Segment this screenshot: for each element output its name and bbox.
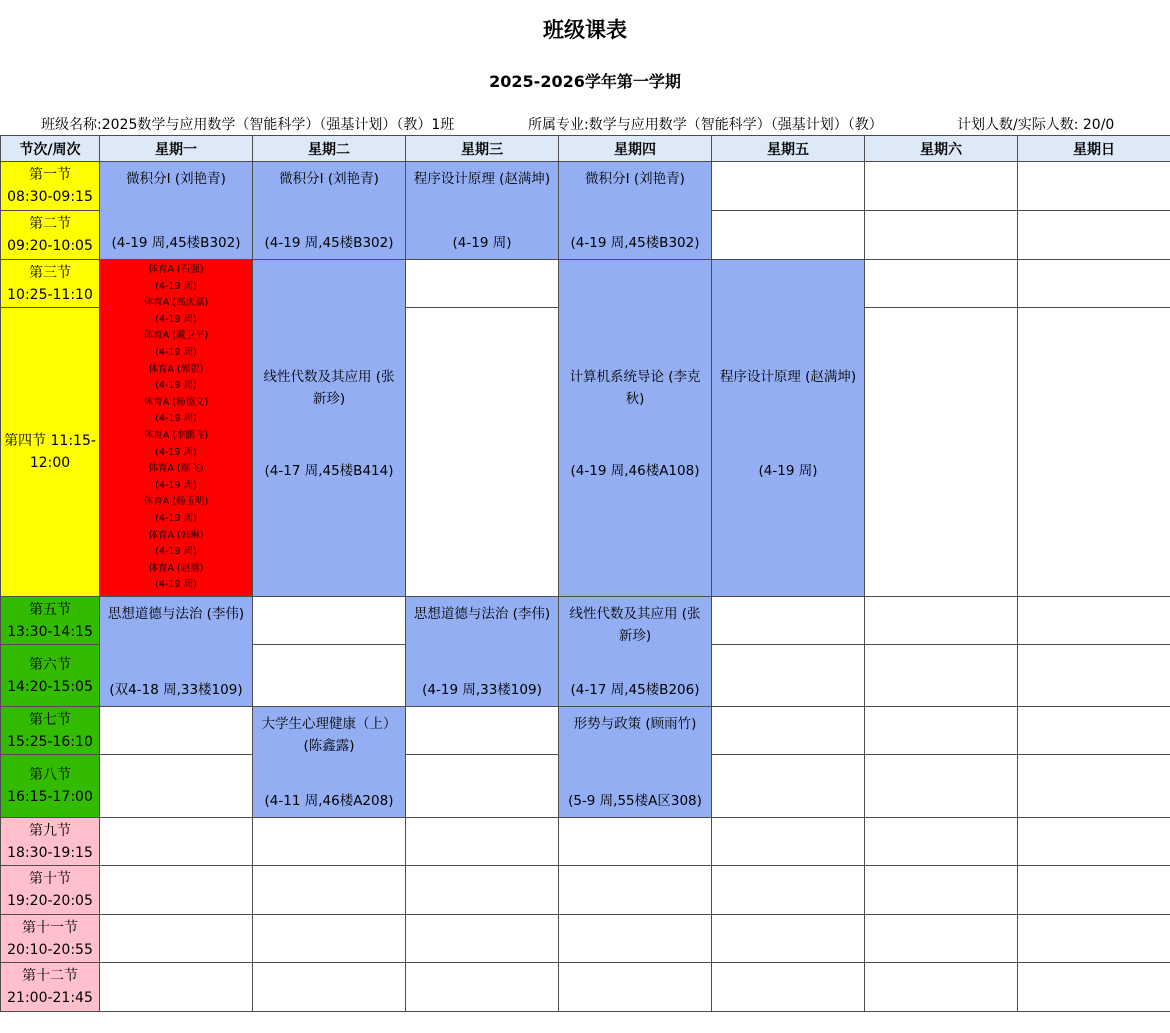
period-time: 20:10-20:55 bbox=[7, 941, 93, 958]
class-name: 班级名称:2025数学与应用数学（智能科学）（强基计划）（教）1班 bbox=[41, 117, 455, 133]
conflict-course-line: 体育A (赵慈) bbox=[148, 562, 204, 574]
conflict-course-line: 体育A (郭贺) bbox=[148, 363, 204, 375]
conflict-course-line: (4-19 周) bbox=[155, 579, 197, 591]
conflict-course-line: 体育A (韩琳) bbox=[148, 529, 204, 541]
course-name: 微积分I (刘艳青) bbox=[279, 171, 379, 187]
course-block[interactable] bbox=[405, 596, 559, 707]
day-header-label: 星期三 bbox=[461, 141, 503, 158]
period-time: 13:30-14:15 bbox=[7, 623, 93, 640]
empty-slot[interactable] bbox=[99, 865, 253, 915]
day-header-label: 星期六 bbox=[920, 141, 962, 158]
period-name: 第十一节 bbox=[22, 919, 78, 936]
course-block[interactable] bbox=[252, 161, 406, 260]
empty-slot[interactable] bbox=[405, 865, 559, 915]
course-location: (4-19 周,45楼B302) bbox=[570, 235, 700, 251]
conflict-course-line: (4-19 周) bbox=[155, 512, 197, 524]
empty-slot[interactable] bbox=[1017, 644, 1170, 707]
course-location: (4-19 周,46楼A108) bbox=[570, 463, 700, 479]
empty-slot[interactable] bbox=[99, 706, 253, 755]
empty-slot[interactable] bbox=[252, 962, 406, 1012]
course-block[interactable] bbox=[558, 161, 712, 260]
period-name: 第十节 bbox=[29, 871, 71, 887]
empty-slot[interactable] bbox=[405, 259, 559, 308]
course-location: (4-19 周,45楼B302) bbox=[264, 235, 394, 251]
empty-slot[interactable] bbox=[558, 817, 712, 866]
period-name: 第一节 bbox=[29, 167, 71, 183]
period-cell bbox=[0, 259, 100, 308]
conflict-course-line: 体育A (鄢飞) bbox=[148, 463, 204, 475]
empty-slot[interactable] bbox=[1017, 161, 1170, 211]
period-cell bbox=[0, 817, 100, 866]
period-time: 15:25-16:10 bbox=[7, 733, 93, 750]
conflict-course-line: (4-19 周) bbox=[155, 346, 197, 358]
period-cell bbox=[0, 914, 100, 963]
period-time: 08:30-09:15 bbox=[7, 189, 93, 205]
day-header-label: 星期二 bbox=[308, 141, 350, 158]
conflict-course-line: 体育A (戴卫平) bbox=[143, 330, 209, 342]
course-location: (4-19 周,33楼109) bbox=[422, 682, 542, 698]
conflict-course-line: 体育A (李鹏飞) bbox=[143, 429, 209, 441]
empty-slot[interactable] bbox=[711, 210, 865, 260]
day-header bbox=[99, 135, 253, 162]
empty-slot[interactable] bbox=[1017, 962, 1170, 1012]
period-name: 第五节 bbox=[29, 601, 71, 618]
day-header-label: 星期五 bbox=[767, 141, 809, 158]
empty-slot[interactable] bbox=[711, 644, 865, 707]
empty-slot[interactable] bbox=[864, 754, 1018, 818]
empty-slot[interactable] bbox=[864, 914, 1018, 963]
period-cell bbox=[0, 962, 100, 1012]
period-name: 第四节 11:15- bbox=[4, 433, 96, 449]
conflict-course-line: 体育A (杨德文) bbox=[143, 396, 209, 408]
empty-slot[interactable] bbox=[711, 161, 865, 211]
conflict-course-line: 体育A (高庆嘉) bbox=[143, 297, 209, 309]
course-name: 线性代数及其应用 (张新珍) bbox=[263, 369, 395, 407]
empty-slot[interactable] bbox=[1017, 817, 1170, 866]
conflict-course-line: (4-19 周) bbox=[155, 479, 197, 491]
course-name: 思想道德与法治 (李伟) bbox=[107, 606, 245, 622]
period-name: 第六节 bbox=[29, 656, 71, 673]
empty-slot[interactable] bbox=[1017, 210, 1170, 260]
period-time: 10:25-11:10 bbox=[7, 286, 93, 303]
course-block[interactable] bbox=[405, 161, 559, 260]
empty-slot[interactable] bbox=[711, 914, 865, 963]
empty-slot[interactable] bbox=[711, 706, 865, 755]
empty-slot[interactable] bbox=[1017, 259, 1170, 308]
course-block[interactable] bbox=[711, 259, 865, 597]
period-name: 第八节 bbox=[29, 767, 71, 783]
empty-slot[interactable] bbox=[864, 706, 1018, 755]
period-time: 16:15-17:00 bbox=[7, 789, 93, 805]
empty-slot[interactable] bbox=[558, 962, 712, 1012]
course-location: (双4-18 周,33楼109) bbox=[109, 682, 243, 698]
day-header bbox=[252, 135, 406, 162]
conflict-course-line: (4-19 周) bbox=[155, 280, 197, 292]
day-header bbox=[711, 135, 865, 162]
day-header bbox=[1017, 135, 1170, 162]
course-name: 计算机系统导论 (李克秋) bbox=[569, 369, 701, 407]
course-name: 思想道德与法治 (李伟) bbox=[413, 606, 551, 622]
period-name: 第九节 bbox=[29, 822, 71, 839]
period-time: 19:20-20:05 bbox=[7, 893, 93, 909]
empty-slot[interactable] bbox=[864, 259, 1018, 308]
conflict-course-line: (4-19 周) bbox=[155, 413, 197, 425]
empty-slot[interactable] bbox=[99, 754, 253, 818]
empty-slot[interactable] bbox=[405, 914, 559, 963]
day-header-label: 星期日 bbox=[1073, 141, 1115, 158]
conflict-course-line: (4-19 周) bbox=[155, 546, 197, 558]
empty-slot[interactable] bbox=[711, 596, 865, 645]
empty-slot[interactable] bbox=[711, 817, 865, 866]
empty-slot[interactable] bbox=[252, 644, 406, 707]
major-name: 所属专业:数学与应用数学（智能科学）（强基计划）（教） bbox=[528, 117, 883, 133]
conflict-course-block[interactable] bbox=[99, 259, 253, 597]
empty-slot[interactable] bbox=[864, 210, 1018, 260]
course-block[interactable] bbox=[558, 706, 712, 818]
empty-slot[interactable] bbox=[252, 865, 406, 915]
course-location: (4-17 周,45楼B414) bbox=[264, 463, 394, 479]
course-block[interactable] bbox=[252, 259, 406, 597]
empty-slot[interactable] bbox=[99, 962, 253, 1012]
empty-slot[interactable] bbox=[1017, 865, 1170, 915]
corner-header bbox=[0, 135, 100, 162]
course-name: 形势与政策 (顾雨竹) bbox=[573, 716, 697, 732]
period-cell bbox=[0, 210, 100, 260]
empty-slot[interactable] bbox=[405, 754, 559, 818]
empty-slot[interactable] bbox=[1017, 754, 1170, 818]
empty-slot[interactable] bbox=[864, 865, 1018, 915]
course-name: 线性代数及其应用 (张新珍) bbox=[569, 606, 701, 644]
period-cell bbox=[0, 596, 100, 645]
day-header bbox=[864, 135, 1018, 162]
empty-slot[interactable] bbox=[864, 644, 1018, 707]
empty-slot[interactable] bbox=[864, 161, 1018, 211]
empty-slot[interactable] bbox=[252, 817, 406, 866]
course-location: (4-11 周,46楼A208) bbox=[264, 793, 394, 809]
course-name: 大学生心理健康（上）(陈鑫露) bbox=[261, 716, 397, 754]
period-cell bbox=[0, 644, 100, 707]
period-name: 第二节 bbox=[29, 216, 71, 232]
period-name: 第十二节 bbox=[22, 968, 78, 984]
period-cell bbox=[0, 754, 100, 818]
course-block[interactable] bbox=[99, 596, 253, 707]
period-time: 12:00 bbox=[29, 455, 71, 471]
empty-slot[interactable] bbox=[558, 914, 712, 963]
course-location: (4-17 周,45楼B206) bbox=[570, 682, 700, 698]
empty-slot[interactable] bbox=[558, 865, 712, 915]
period-time: 09:20-10:05 bbox=[7, 238, 93, 254]
empty-slot[interactable] bbox=[711, 754, 865, 818]
empty-slot[interactable] bbox=[864, 307, 1018, 597]
empty-slot[interactable] bbox=[711, 962, 865, 1012]
day-header-label: 星期一 bbox=[155, 141, 197, 158]
course-block[interactable] bbox=[252, 706, 406, 818]
conflict-course-line: 体育A (杨玉明) bbox=[143, 496, 209, 508]
course-location: (4-19 周,45楼B302) bbox=[111, 235, 241, 251]
empty-slot[interactable] bbox=[864, 817, 1018, 866]
page-title: 班级课表 bbox=[543, 18, 627, 42]
enrollment-count: 计划人数/实际人数: 20/0 bbox=[957, 117, 1115, 133]
empty-slot[interactable] bbox=[405, 962, 559, 1012]
corner-header-label: 节次/周次 bbox=[19, 141, 81, 158]
course-block[interactable] bbox=[99, 161, 253, 260]
period-name: 第七节 bbox=[29, 711, 71, 728]
empty-slot[interactable] bbox=[99, 817, 253, 866]
course-block[interactable] bbox=[558, 596, 712, 707]
period-time: 21:00-21:45 bbox=[7, 990, 93, 1006]
day-header-label: 星期四 bbox=[614, 141, 656, 158]
period-name: 第三节 bbox=[29, 264, 71, 281]
empty-slot[interactable] bbox=[1017, 307, 1170, 597]
day-header bbox=[558, 135, 712, 162]
empty-slot[interactable] bbox=[864, 962, 1018, 1012]
empty-slot[interactable] bbox=[864, 596, 1018, 645]
empty-slot[interactable] bbox=[99, 914, 253, 963]
empty-slot[interactable] bbox=[252, 914, 406, 963]
course-name: 微积分I (刘艳青) bbox=[585, 171, 685, 187]
course-location: (4-19 周) bbox=[758, 463, 818, 479]
empty-slot[interactable] bbox=[405, 706, 559, 755]
conflict-course-line: (4-19 周) bbox=[155, 446, 197, 458]
semester-title: 2025-2026学年第一学期 bbox=[489, 72, 681, 91]
empty-slot[interactable] bbox=[1017, 706, 1170, 755]
empty-slot[interactable] bbox=[1017, 914, 1170, 963]
period-time: 14:20-15:05 bbox=[7, 678, 93, 695]
course-block[interactable] bbox=[558, 259, 712, 597]
course-name: 微积分I (刘艳青) bbox=[126, 171, 226, 187]
empty-slot[interactable] bbox=[405, 817, 559, 866]
empty-slot[interactable] bbox=[252, 596, 406, 645]
period-cell bbox=[0, 865, 100, 915]
course-location: (5-9 周,55楼A区308) bbox=[568, 793, 702, 809]
conflict-course-line: 体育A (石强) bbox=[148, 264, 204, 275]
period-time: 18:30-19:15 bbox=[7, 844, 93, 861]
course-name: 程序设计原理 (赵满坤) bbox=[413, 171, 551, 187]
empty-slot[interactable] bbox=[1017, 596, 1170, 645]
period-cell bbox=[0, 307, 100, 597]
course-name: 程序设计原理 (赵满坤) bbox=[719, 369, 857, 385]
period-cell bbox=[0, 161, 100, 211]
empty-slot[interactable] bbox=[711, 865, 865, 915]
conflict-course-line: (4-19 周) bbox=[155, 313, 197, 325]
period-cell bbox=[0, 706, 100, 755]
empty-slot[interactable] bbox=[405, 307, 559, 597]
conflict-course-line: (4-19 周) bbox=[155, 380, 197, 392]
course-location: (4-19 周) bbox=[452, 235, 512, 251]
day-header bbox=[405, 135, 559, 162]
